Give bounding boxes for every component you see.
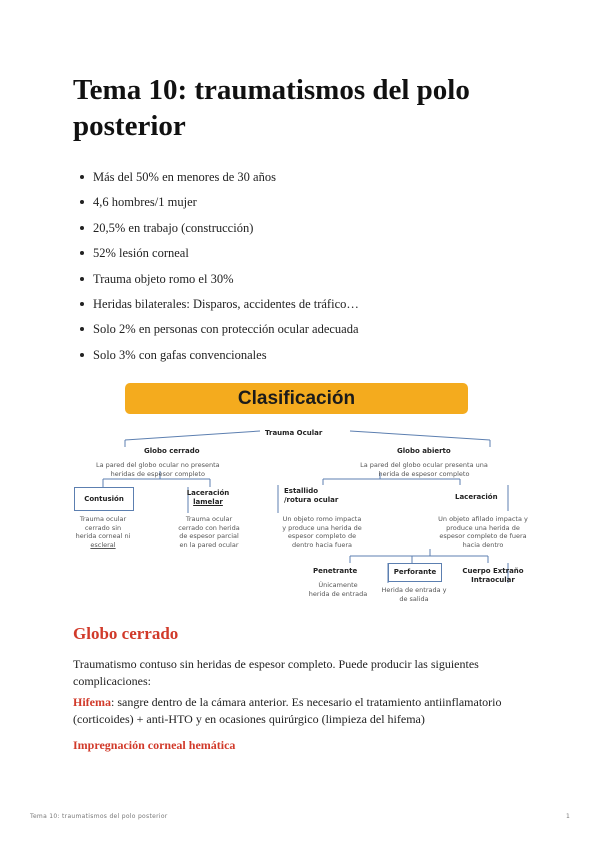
list-item: Heridas bilaterales: Disparos, accidentes de tráfico…: [73, 293, 543, 318]
bullet-dot-icon: [80, 353, 84, 357]
penetrating-node: Penetrante: [313, 567, 358, 575]
lamellar-laceration-node: Laceración lamelar: [186, 489, 230, 506]
list-item: 4,6 hombres/1 mujer: [73, 191, 543, 216]
intraocular-foreign-body-node: Cuerpo Extraño Intraocular: [462, 567, 524, 584]
rupture-description: Un objeto romo impacta y produce una herida de espesor completo de dentro hacia fuera: [282, 515, 362, 549]
bullet-dot-icon: [80, 200, 84, 204]
rupture-node: Estallido /rotura ocular: [284, 487, 339, 504]
list-item: Solo 2% en personas con protección ocular adecuada: [73, 318, 543, 343]
intro-paragraph: Traumatismo contuso sin heridas de espesor completo. Puede producir las siguientes complicaciones:: [73, 657, 479, 688]
section-heading-globo-cerrado: Globo cerrado: [73, 624, 179, 643]
contusion-node: Contusión: [74, 487, 134, 511]
perforating-node: Perforante: [388, 563, 442, 582]
statistics-list: [73, 166, 543, 369]
page-title: Tema 10: traumatismos del polo posterior: [73, 74, 470, 142]
bullet-dot-icon: [80, 175, 84, 179]
hifema-term: Hifema: [73, 695, 111, 709]
hifema-paragraph: [73, 694, 543, 728]
closed-globe-node: Globo cerrado: [144, 447, 200, 455]
bullet-dot-icon: [80, 226, 84, 230]
closed-globe-description: La pared del globo ocular no presenta heridas de espesor completo: [96, 461, 220, 478]
classification-diagram: [60, 383, 545, 613]
root-node-trauma-ocular: Trauma Ocular: [265, 429, 323, 437]
open-globe-node: Globo abierto: [397, 447, 451, 455]
bullet-dot-icon: [80, 302, 84, 306]
contusion-description: Trauma ocular cerrado sin herida corneal ni escleral: [75, 515, 131, 549]
perforating-description: Herida de entrada y de salida: [381, 586, 447, 603]
classification-banner: Clasificación: [125, 383, 468, 414]
subheading-impregnacion: Impregnación corneal hemática: [73, 738, 236, 752]
list-item: 20,5% en trabajo (construcción): [73, 217, 543, 242]
bullet-dot-icon: [80, 251, 84, 255]
hifema-definition: : sangre dentro de la cámara anterior. Es necesario el tratamiento antiinflamatorio (corticoides) + anti-HTO y en ocasiones quirúrgico (limpieza del hifema): [73, 695, 502, 726]
open-laceration-description: Un objeto afilado impacta y produce una herida de espesor completo de fuera hacia dentro: [438, 515, 528, 549]
bullet-dot-icon: [80, 327, 84, 331]
list-item: 52% lesión corneal: [73, 242, 543, 267]
page-number: 1: [566, 813, 570, 820]
list-item: Trauma objeto romo el 30%: [73, 268, 543, 293]
footer-title: Tema 10: traumatismos del polo posterior: [30, 813, 168, 820]
bullet-dot-icon: [80, 277, 84, 281]
open-laceration-node: Laceración: [455, 493, 498, 501]
lamellar-laceration-description: Trauma ocular cerrado con herida de espesor parcial en la pared ocular: [178, 515, 240, 549]
penetrating-description: Únicamente herida de entrada: [308, 581, 368, 598]
open-globe-description: La pared del globo ocular presenta una herida de espesor completo: [360, 461, 488, 478]
list-item: Más del 50% en menores de 30 años: [73, 166, 543, 191]
list-item: Solo 3% con gafas convencionales: [73, 344, 543, 369]
